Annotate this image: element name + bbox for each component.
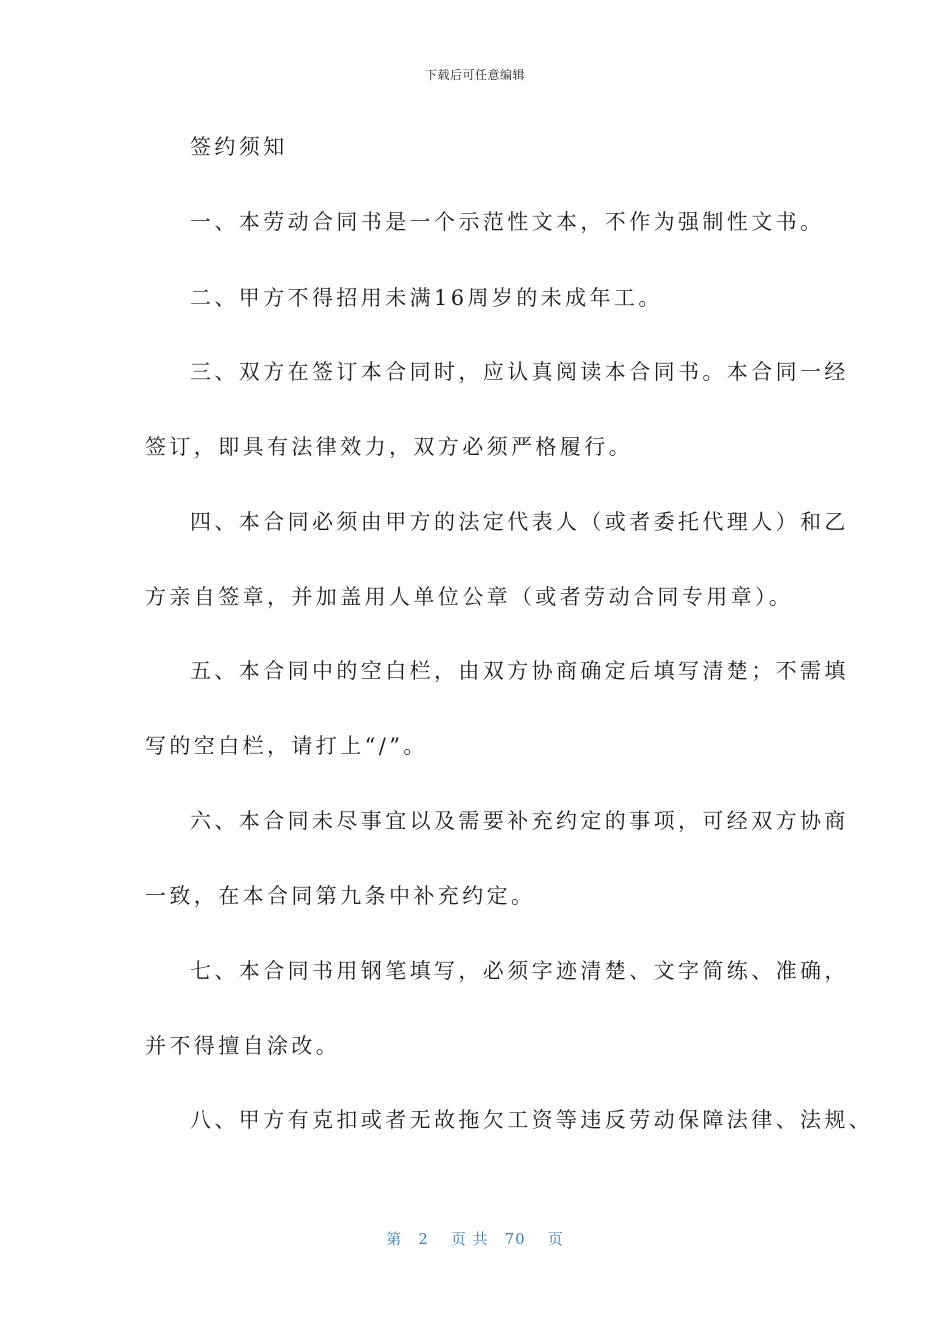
paragraph-line: 签订，即具有法律效力，双方必须严格履行。 [145, 435, 633, 459]
paragraph-line: 七、本合同书用钢笔填写，必须字迹清楚、文字简练、准确， [190, 959, 849, 983]
paragraph-line: 写的空白栏，请打上“/”。 [145, 734, 428, 758]
page-number: 2 [418, 1230, 429, 1248]
paragraph-line: 三、双方在签订本合同时，应认真阅读本合同书。本合同一经 [190, 360, 849, 384]
total-pages: 70 [504, 1230, 526, 1248]
paragraph-line: 五、本合同中的空白栏，由双方协商确定后填写清楚；不需填 [190, 659, 849, 683]
paragraph-line: 并不得擅自涂改。 [145, 1034, 341, 1058]
footer-suffix: 页 [547, 1230, 564, 1248]
paragraph-line: 六、本合同未尽事宜以及需要补充约定的事项，可经双方协商 [190, 809, 849, 833]
paragraph-line: 一、本劳动合同书是一个示范性文本，不作为强制性文书。 [190, 210, 825, 234]
paragraph-line: 二、甲方不得招用未满16周岁的未成年工。 [190, 286, 663, 310]
page-header: 下载后可任意编辑 [424, 68, 525, 82]
page-footer [0, 1228, 950, 1249]
paragraph-line: 一致，在本合同第九条中补充约定。 [145, 884, 536, 908]
paragraph-line: 四、本合同必须由甲方的法定代表人（或者委托代理人）和乙 [190, 510, 849, 534]
footer-middle: 页 共 [450, 1230, 489, 1248]
section-title: 签约须知 [190, 135, 288, 159]
footer-prefix: 第 [386, 1230, 403, 1248]
paragraph-line: 八、甲方有克扣或者无故拖欠工资等违反劳动保障法律、法规、 [190, 1108, 874, 1132]
paragraph-line: 方亲自签章，并加盖用人单位公章（或者劳动合同专用章）。 [145, 585, 794, 609]
